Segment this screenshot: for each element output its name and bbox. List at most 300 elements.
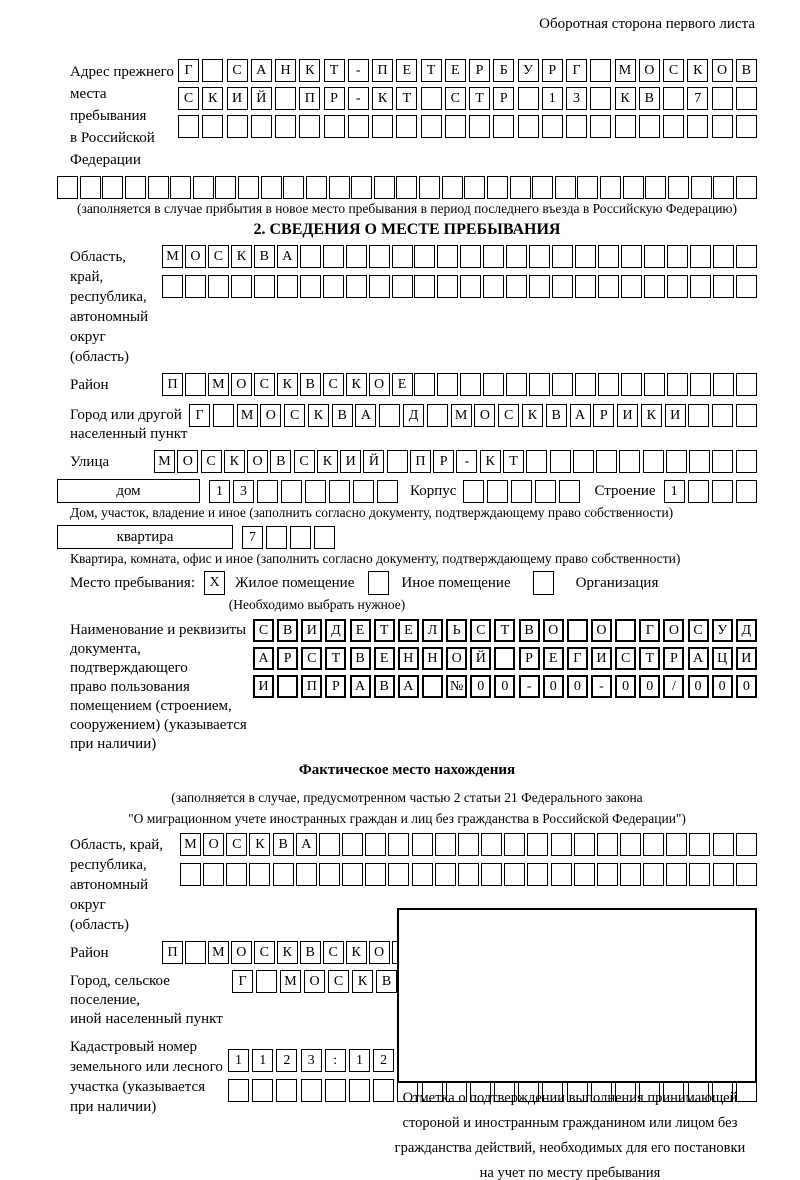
char-cell[interactable]: [369, 245, 390, 268]
char-cell[interactable]: [690, 275, 711, 298]
char-cell[interactable]: А: [251, 59, 272, 82]
char-cell[interactable]: [518, 115, 539, 138]
char-cell[interactable]: [460, 275, 481, 298]
char-cell[interactable]: [494, 647, 515, 670]
char-cell[interactable]: 0: [688, 675, 709, 698]
char-cell[interactable]: Т: [374, 619, 395, 642]
char-cell[interactable]: [178, 115, 199, 138]
char-cell[interactable]: М: [208, 373, 229, 396]
char-cell[interactable]: О: [639, 59, 660, 82]
char-cell[interactable]: [690, 373, 711, 396]
char-cell[interactable]: К: [346, 941, 367, 964]
char-cell[interactable]: К: [615, 87, 636, 110]
char-cell[interactable]: [542, 115, 563, 138]
char-cell[interactable]: М: [162, 245, 183, 268]
char-cell[interactable]: Н: [422, 647, 443, 670]
char-cell[interactable]: [621, 373, 642, 396]
char-cell[interactable]: [435, 863, 456, 886]
char-cell[interactable]: [57, 176, 78, 199]
char-cell[interactable]: [688, 404, 709, 427]
char-cell[interactable]: [736, 450, 757, 473]
char-cell[interactable]: [736, 115, 757, 138]
char-cell[interactable]: [689, 450, 710, 473]
char-cell[interactable]: [483, 373, 504, 396]
char-cell[interactable]: [388, 833, 409, 856]
char-cell[interactable]: О: [591, 619, 612, 642]
char-cell[interactable]: К: [346, 373, 367, 396]
char-cell[interactable]: Е: [543, 647, 564, 670]
char-cell[interactable]: А: [570, 404, 591, 427]
char-cell[interactable]: [342, 833, 363, 856]
char-cell[interactable]: [208, 275, 229, 298]
char-cell[interactable]: О: [474, 404, 495, 427]
char-cell[interactable]: [323, 245, 344, 268]
char-cell[interactable]: [305, 480, 326, 503]
char-cell[interactable]: [590, 87, 611, 110]
char-cell[interactable]: [372, 115, 393, 138]
char-cell[interactable]: 1: [542, 87, 563, 110]
char-cell[interactable]: [203, 863, 224, 886]
char-cell[interactable]: [306, 176, 327, 199]
char-cell[interactable]: [736, 245, 757, 268]
char-cell[interactable]: Й: [470, 647, 491, 670]
char-cell[interactable]: И: [340, 450, 361, 473]
char-cell[interactable]: [324, 115, 345, 138]
char-cell[interactable]: [736, 87, 757, 110]
char-cell[interactable]: [329, 176, 350, 199]
char-cell[interactable]: [102, 176, 123, 199]
char-cell[interactable]: В: [519, 619, 540, 642]
char-cell[interactable]: Б: [493, 59, 514, 82]
char-cell[interactable]: О: [185, 245, 206, 268]
char-cell[interactable]: [550, 450, 571, 473]
char-cell[interactable]: В: [270, 450, 291, 473]
char-cell[interactable]: [573, 450, 594, 473]
char-cell[interactable]: [329, 480, 350, 503]
char-cell[interactable]: [374, 176, 395, 199]
char-cell[interactable]: -: [591, 675, 612, 698]
char-cell[interactable]: О: [231, 941, 252, 964]
char-cell[interactable]: К: [687, 59, 708, 82]
char-cell[interactable]: А: [296, 833, 317, 856]
char-cell[interactable]: [555, 176, 576, 199]
char-cell[interactable]: Е: [445, 59, 466, 82]
char-cell[interactable]: [619, 450, 640, 473]
char-cell[interactable]: [552, 275, 573, 298]
char-cell[interactable]: [691, 176, 712, 199]
char-cell[interactable]: [392, 245, 413, 268]
char-cell[interactable]: [736, 275, 757, 298]
char-cell[interactable]: Г: [232, 970, 253, 993]
char-cell[interactable]: Т: [639, 647, 660, 670]
char-cell[interactable]: Ь: [446, 619, 467, 642]
char-cell[interactable]: [598, 373, 619, 396]
char-cell[interactable]: [252, 1079, 273, 1102]
char-cell[interactable]: Р: [493, 87, 514, 110]
char-cell[interactable]: С: [663, 59, 684, 82]
char-cell[interactable]: [668, 176, 689, 199]
char-cell[interactable]: [643, 833, 664, 856]
char-cell[interactable]: В: [350, 647, 371, 670]
char-cell[interactable]: [193, 176, 214, 199]
char-cell[interactable]: А: [355, 404, 376, 427]
char-cell[interactable]: Е: [374, 647, 395, 670]
char-cell[interactable]: [529, 275, 550, 298]
char-cell[interactable]: Е: [350, 619, 371, 642]
char-cell[interactable]: П: [299, 87, 320, 110]
char-cell[interactable]: [365, 863, 386, 886]
char-cell[interactable]: [483, 245, 504, 268]
char-cell[interactable]: [511, 480, 532, 503]
char-cell[interactable]: Т: [396, 87, 417, 110]
char-cell[interactable]: Р: [519, 647, 540, 670]
char-cell[interactable]: М: [451, 404, 472, 427]
char-cell[interactable]: О: [203, 833, 224, 856]
char-cell[interactable]: [396, 115, 417, 138]
char-cell[interactable]: Й: [251, 87, 272, 110]
char-cell[interactable]: Р: [324, 87, 345, 110]
char-cell[interactable]: М: [237, 404, 258, 427]
char-cell[interactable]: В: [273, 833, 294, 856]
char-cell[interactable]: [487, 480, 508, 503]
char-cell[interactable]: [421, 87, 442, 110]
char-cell[interactable]: [256, 970, 277, 993]
char-cell[interactable]: 0: [470, 675, 491, 698]
char-cell[interactable]: [736, 176, 757, 199]
char-cell[interactable]: [251, 115, 272, 138]
char-cell[interactable]: [712, 115, 733, 138]
char-cell[interactable]: [185, 373, 206, 396]
char-cell[interactable]: [185, 275, 206, 298]
char-cell[interactable]: 0: [639, 675, 660, 698]
char-cell[interactable]: [445, 115, 466, 138]
char-cell[interactable]: [663, 115, 684, 138]
char-cell[interactable]: У: [712, 619, 733, 642]
char-cell[interactable]: 7: [242, 526, 263, 549]
char-cell[interactable]: К: [231, 245, 252, 268]
char-cell[interactable]: [202, 59, 223, 82]
char-cell[interactable]: [600, 176, 621, 199]
char-cell[interactable]: И: [736, 647, 757, 670]
char-cell[interactable]: [597, 863, 618, 886]
char-cell[interactable]: В: [300, 373, 321, 396]
char-cell[interactable]: [238, 176, 259, 199]
char-cell[interactable]: [483, 275, 504, 298]
char-cell[interactable]: Р: [433, 450, 454, 473]
char-cell[interactable]: /: [663, 675, 684, 698]
char-cell[interactable]: [615, 115, 636, 138]
char-cell[interactable]: [348, 115, 369, 138]
char-cell[interactable]: Г: [566, 59, 587, 82]
char-cell[interactable]: [266, 526, 287, 549]
char-cell[interactable]: [300, 275, 321, 298]
char-cell[interactable]: В: [332, 404, 353, 427]
char-cell[interactable]: П: [301, 675, 322, 698]
char-cell[interactable]: [567, 619, 588, 642]
char-cell[interactable]: [713, 833, 734, 856]
char-cell[interactable]: 0: [615, 675, 636, 698]
char-cell[interactable]: О: [446, 647, 467, 670]
char-cell[interactable]: У: [518, 59, 539, 82]
char-cell[interactable]: В: [374, 675, 395, 698]
char-cell[interactable]: П: [410, 450, 431, 473]
char-cell[interactable]: [346, 275, 367, 298]
char-cell[interactable]: [314, 526, 335, 549]
char-cell[interactable]: К: [317, 450, 338, 473]
char-cell[interactable]: [689, 863, 710, 886]
house-type-box[interactable]: дом: [57, 479, 200, 503]
char-cell[interactable]: [575, 245, 596, 268]
char-cell[interactable]: [435, 833, 456, 856]
char-cell[interactable]: [228, 1079, 249, 1102]
char-cell[interactable]: Д: [325, 619, 346, 642]
char-cell[interactable]: [713, 373, 734, 396]
char-cell[interactable]: Р: [663, 647, 684, 670]
char-cell[interactable]: [299, 115, 320, 138]
char-cell[interactable]: [254, 275, 275, 298]
char-cell[interactable]: К: [224, 450, 245, 473]
char-cell[interactable]: [458, 863, 479, 886]
char-cell[interactable]: С: [178, 87, 199, 110]
char-cell[interactable]: С: [301, 647, 322, 670]
char-cell[interactable]: [712, 450, 733, 473]
char-cell[interactable]: [666, 863, 687, 886]
char-cell[interactable]: В: [546, 404, 567, 427]
char-cell[interactable]: [552, 245, 573, 268]
char-cell[interactable]: К: [202, 87, 223, 110]
char-cell[interactable]: 0: [712, 675, 733, 698]
char-cell[interactable]: И: [665, 404, 686, 427]
char-cell[interactable]: [574, 833, 595, 856]
char-cell[interactable]: [590, 59, 611, 82]
char-cell[interactable]: [257, 480, 278, 503]
char-cell[interactable]: [667, 373, 688, 396]
char-cell[interactable]: [566, 115, 587, 138]
char-cell[interactable]: [644, 373, 665, 396]
char-cell[interactable]: [469, 115, 490, 138]
char-cell[interactable]: А: [350, 675, 371, 698]
char-cell[interactable]: 2: [276, 1049, 297, 1072]
char-cell[interactable]: [464, 176, 485, 199]
char-cell[interactable]: М: [208, 941, 229, 964]
char-cell[interactable]: О: [177, 450, 198, 473]
char-cell[interactable]: И: [617, 404, 638, 427]
char-cell[interactable]: [437, 373, 458, 396]
char-cell[interactable]: В: [736, 59, 757, 82]
char-cell[interactable]: [412, 863, 433, 886]
char-cell[interactable]: Р: [469, 59, 490, 82]
char-cell[interactable]: [506, 275, 527, 298]
stay-type-checkbox-residential[interactable]: X: [204, 571, 225, 595]
char-cell[interactable]: [125, 176, 146, 199]
char-cell[interactable]: [621, 275, 642, 298]
char-cell[interactable]: К: [480, 450, 501, 473]
char-cell[interactable]: И: [591, 647, 612, 670]
char-cell[interactable]: [231, 275, 252, 298]
char-cell[interactable]: [458, 833, 479, 856]
char-cell[interactable]: [644, 275, 665, 298]
char-cell[interactable]: [412, 833, 433, 856]
char-cell[interactable]: Р: [593, 404, 614, 427]
char-cell[interactable]: [414, 245, 435, 268]
char-cell[interactable]: К: [522, 404, 543, 427]
stay-type-checkbox-organization[interactable]: [533, 571, 554, 595]
char-cell[interactable]: [487, 176, 508, 199]
char-cell[interactable]: [273, 863, 294, 886]
char-cell[interactable]: [510, 176, 531, 199]
char-cell[interactable]: И: [301, 619, 322, 642]
char-cell[interactable]: [598, 245, 619, 268]
char-cell[interactable]: С: [323, 373, 344, 396]
char-cell[interactable]: [442, 176, 463, 199]
char-cell[interactable]: [644, 245, 665, 268]
char-cell[interactable]: 1: [664, 480, 685, 503]
char-cell[interactable]: [460, 373, 481, 396]
char-cell[interactable]: П: [372, 59, 393, 82]
char-cell[interactable]: Т: [324, 59, 345, 82]
char-cell[interactable]: 1: [209, 480, 230, 503]
char-cell[interactable]: [460, 245, 481, 268]
char-cell[interactable]: Д: [403, 404, 424, 427]
char-cell[interactable]: 1: [228, 1049, 249, 1072]
char-cell[interactable]: Т: [494, 619, 515, 642]
char-cell[interactable]: [377, 480, 398, 503]
char-cell[interactable]: В: [639, 87, 660, 110]
char-cell[interactable]: 3: [233, 480, 254, 503]
char-cell[interactable]: С: [294, 450, 315, 473]
char-cell[interactable]: О: [369, 373, 390, 396]
char-cell[interactable]: [577, 176, 598, 199]
char-cell[interactable]: [667, 245, 688, 268]
char-cell[interactable]: [226, 863, 247, 886]
char-cell[interactable]: М: [615, 59, 636, 82]
char-cell[interactable]: О: [712, 59, 733, 82]
char-cell[interactable]: [215, 176, 236, 199]
char-cell[interactable]: [574, 863, 595, 886]
char-cell[interactable]: 0: [543, 675, 564, 698]
char-cell[interactable]: 0: [567, 675, 588, 698]
char-cell[interactable]: [643, 863, 664, 886]
char-cell[interactable]: Т: [421, 59, 442, 82]
char-cell[interactable]: [162, 275, 183, 298]
char-cell[interactable]: [379, 404, 400, 427]
char-cell[interactable]: [645, 176, 666, 199]
char-cell[interactable]: [666, 450, 687, 473]
char-cell[interactable]: О: [304, 970, 325, 993]
char-cell[interactable]: [325, 1079, 346, 1102]
char-cell[interactable]: [202, 115, 223, 138]
char-cell[interactable]: С: [323, 941, 344, 964]
char-cell[interactable]: Т: [503, 450, 524, 473]
char-cell[interactable]: [365, 833, 386, 856]
char-cell[interactable]: [275, 87, 296, 110]
char-cell[interactable]: Е: [396, 59, 417, 82]
char-cell[interactable]: [427, 404, 448, 427]
char-cell[interactable]: [249, 863, 270, 886]
char-cell[interactable]: 0: [494, 675, 515, 698]
char-cell[interactable]: Р: [325, 675, 346, 698]
char-cell[interactable]: [597, 833, 618, 856]
char-cell[interactable]: [736, 863, 757, 886]
char-cell[interactable]: Е: [392, 373, 413, 396]
char-cell[interactable]: [535, 480, 556, 503]
char-cell[interactable]: [736, 480, 757, 503]
char-cell[interactable]: Е: [398, 619, 419, 642]
char-cell[interactable]: [277, 675, 298, 698]
char-cell[interactable]: [575, 275, 596, 298]
char-cell[interactable]: С: [284, 404, 305, 427]
char-cell[interactable]: [283, 176, 304, 199]
char-cell[interactable]: А: [398, 675, 419, 698]
char-cell[interactable]: С: [688, 619, 709, 642]
char-cell[interactable]: [506, 245, 527, 268]
char-cell[interactable]: [590, 115, 611, 138]
char-cell[interactable]: К: [277, 941, 298, 964]
char-cell[interactable]: [620, 833, 641, 856]
char-cell[interactable]: [713, 863, 734, 886]
char-cell[interactable]: [712, 480, 733, 503]
char-cell[interactable]: [667, 275, 688, 298]
char-cell[interactable]: С: [470, 619, 491, 642]
char-cell[interactable]: [620, 863, 641, 886]
char-cell[interactable]: О: [231, 373, 252, 396]
char-cell[interactable]: Л: [422, 619, 443, 642]
char-cell[interactable]: М: [154, 450, 175, 473]
char-cell[interactable]: [615, 619, 636, 642]
char-cell[interactable]: [346, 245, 367, 268]
char-cell[interactable]: [736, 373, 757, 396]
char-cell[interactable]: [213, 404, 234, 427]
char-cell[interactable]: [712, 87, 733, 110]
char-cell[interactable]: [353, 480, 374, 503]
char-cell[interactable]: [437, 245, 458, 268]
char-cell[interactable]: [526, 450, 547, 473]
char-cell[interactable]: О: [247, 450, 268, 473]
char-cell[interactable]: К: [249, 833, 270, 856]
char-cell[interactable]: [688, 480, 709, 503]
char-cell[interactable]: [323, 275, 344, 298]
char-cell[interactable]: -: [348, 59, 369, 82]
char-cell[interactable]: 7: [687, 87, 708, 110]
char-cell[interactable]: [532, 176, 553, 199]
apartment-type-box[interactable]: квартира: [57, 525, 233, 549]
char-cell[interactable]: Р: [542, 59, 563, 82]
char-cell[interactable]: [396, 176, 417, 199]
char-cell[interactable]: [527, 833, 548, 856]
char-cell[interactable]: [261, 176, 282, 199]
char-cell[interactable]: [281, 480, 302, 503]
char-cell[interactable]: [342, 863, 363, 886]
char-cell[interactable]: С: [226, 833, 247, 856]
char-cell[interactable]: [559, 480, 580, 503]
char-cell[interactable]: Н: [275, 59, 296, 82]
char-cell[interactable]: [529, 373, 550, 396]
char-cell[interactable]: К: [352, 970, 373, 993]
stay-type-checkbox-other[interactable]: [368, 571, 389, 595]
char-cell[interactable]: К: [299, 59, 320, 82]
char-cell[interactable]: К: [277, 373, 298, 396]
char-cell[interactable]: [712, 404, 733, 427]
char-cell[interactable]: [481, 833, 502, 856]
char-cell[interactable]: [185, 941, 206, 964]
char-cell[interactable]: [301, 1079, 322, 1102]
char-cell[interactable]: [596, 450, 617, 473]
char-cell[interactable]: И: [227, 87, 248, 110]
char-cell[interactable]: С: [254, 941, 275, 964]
char-cell[interactable]: [529, 245, 550, 268]
char-cell[interactable]: С: [498, 404, 519, 427]
char-cell[interactable]: [227, 115, 248, 138]
